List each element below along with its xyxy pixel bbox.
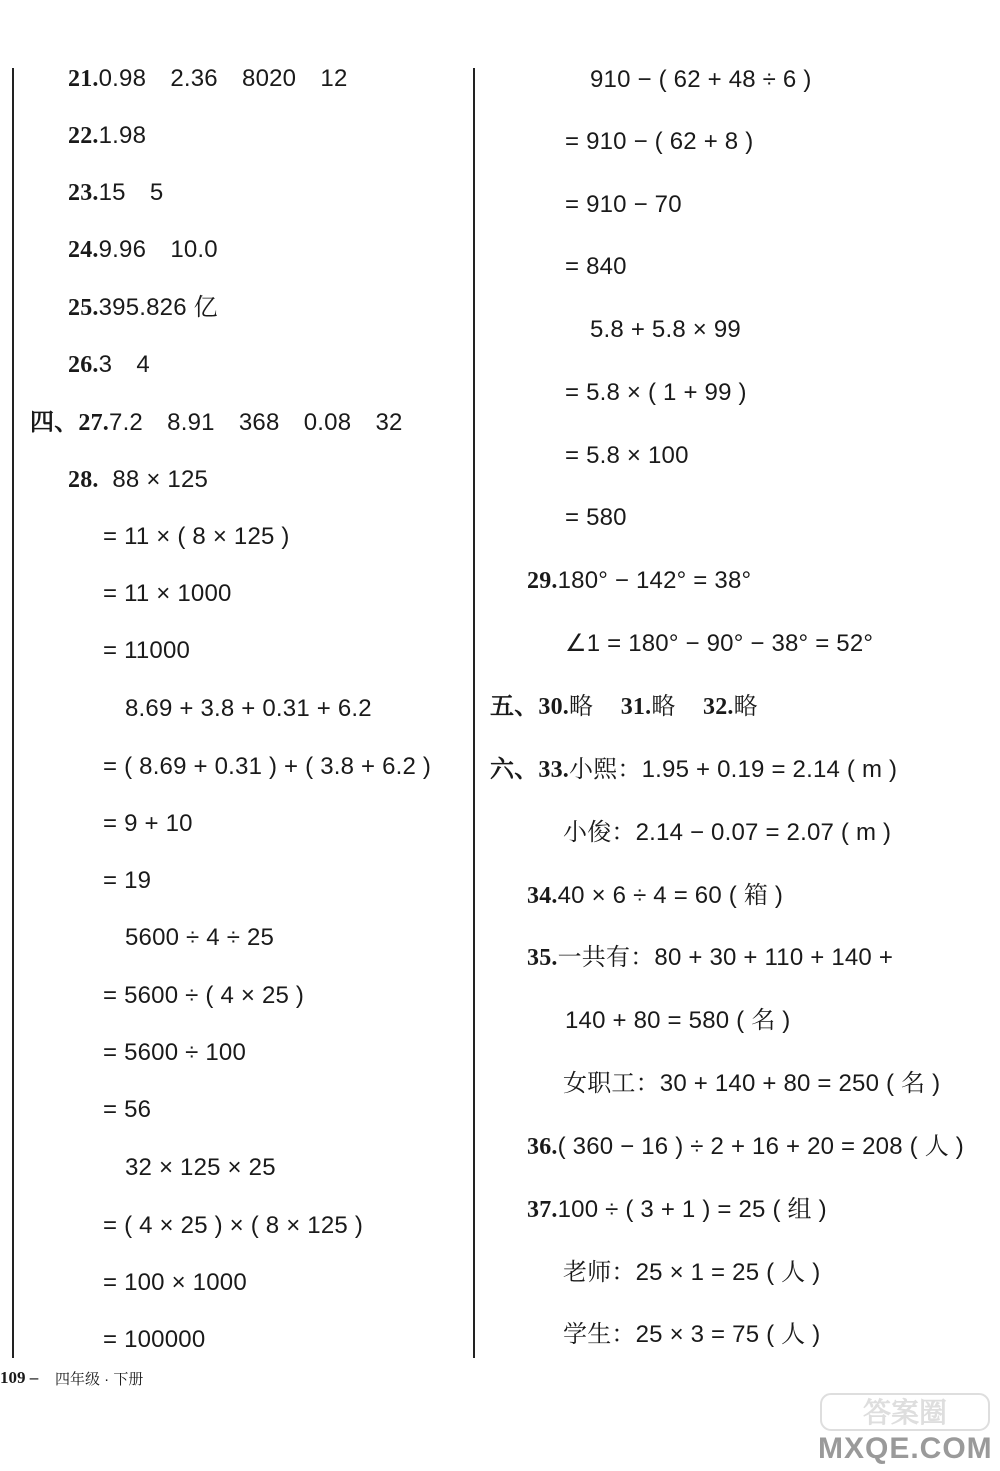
calc-step: = ( 4 × 25 ) × ( 8 × 125 ) [103, 1212, 364, 1239]
calc-step: = 910 − 70 [565, 191, 682, 218]
section-label: 五、 [490, 693, 539, 720]
answer-26: 26.3 4 [68, 351, 150, 378]
calc-step: = 5.8 × 100 [565, 442, 689, 469]
calc-step: 学生：25 × 3 = 75 ( 人 ) [563, 1321, 821, 1348]
calc-step: = 56 [103, 1096, 152, 1123]
answer-28: 28. 88 × 125 [68, 466, 209, 493]
grade-label: 四年级 · 下册 [55, 1371, 144, 1388]
calc-expression: 910 − ( 62 + 48 ÷ 6 ) [590, 66, 812, 93]
calc-step: = 580 [565, 504, 627, 531]
watermark: MXQE.COM [818, 1432, 993, 1465]
calc-step: = 5600 ÷ 100 [103, 1039, 247, 1066]
calc-step: = 11000 [103, 637, 191, 664]
answer-37: 37.100 ÷ ( 3 + 1 ) = 25 ( 组 ) [527, 1196, 827, 1223]
svg-text:答案圈: 答案圈 [862, 1396, 948, 1429]
answer-24: 24.9.96 10.0 [68, 236, 218, 263]
calc-step: 老师：25 × 1 = 25 ( 人 ) [563, 1259, 821, 1286]
answer-21: 21.0.98 2.36 8020 12 [68, 65, 348, 92]
calc-step: = 910 − ( 62 + 8 ) [565, 128, 754, 155]
calc-step: = 5.8 × ( 1 + 99 ) [565, 379, 747, 406]
calc-step: 女职工：30 + 140 + 80 = 250 ( 名 ) [563, 1070, 941, 1097]
calc-step: 小俊：2.14 − 0.07 = 2.07 ( m ) [563, 819, 892, 846]
calc-expression: 8.69 + 3.8 + 0.31 + 6.2 [125, 695, 372, 722]
section-label: 四、 [30, 409, 79, 436]
answer-34: 34.40 × 6 ÷ 4 = 60 ( 箱 ) [527, 882, 784, 909]
answer-36: 36.( 360 − 16 ) ÷ 2 + 16 + 20 = 208 ( 人 ) [527, 1133, 964, 1160]
answer-35: 35.一共有：80 + 30 + 110 + 140 + [527, 944, 894, 971]
calc-step: = 100 × 1000 [103, 1269, 247, 1296]
section-label: 六、 [490, 756, 539, 783]
left-margin-rule [12, 68, 14, 1358]
answer-25: 25.395.826 亿 [68, 294, 218, 321]
calc-step: ∠1 = 180° − 90° − 38° = 52° [565, 630, 874, 657]
calc-expression: 5600 ÷ 4 ÷ 25 [125, 924, 275, 951]
answer-27: 四、27.7.2 8.91 368 0.08 32 [30, 409, 403, 436]
calc-step: = 11 × ( 8 × 125 ) [103, 523, 290, 550]
page-number: 109 – [0, 1368, 39, 1387]
watermark-logo-icon [815, 1392, 995, 1466]
calc-expression: 5.8 + 5.8 × 99 [590, 316, 741, 343]
calc-step: = 19 [103, 867, 152, 894]
calc-step: = ( 8.69 + 0.31 ) + ( 3.8 + 6.2 ) [103, 753, 432, 780]
answer-22: 22.1.98 [68, 122, 147, 149]
calc-step: = 5600 ÷ ( 4 × 25 ) [103, 982, 305, 1009]
calc-step: = 840 [565, 253, 627, 280]
calc-step: = 11 × 1000 [103, 580, 232, 607]
answer-23: 23.15 5 [68, 179, 164, 206]
calc-step: = 9 + 10 [103, 810, 193, 837]
calc-step: = 100000 [103, 1326, 206, 1353]
answers-30-32: 五、30.略 31.略 32.略 [490, 693, 758, 720]
column-divider [473, 68, 475, 1358]
answer-29: 29.180° − 142° = 38° [527, 567, 752, 594]
calc-step: 140 + 80 = 580 ( 名 ) [565, 1007, 791, 1034]
calc-expression: 32 × 125 × 25 [125, 1154, 276, 1181]
answer-33: 六、33.小熙：1.95 + 0.19 = 2.14 ( m ) [490, 756, 898, 783]
